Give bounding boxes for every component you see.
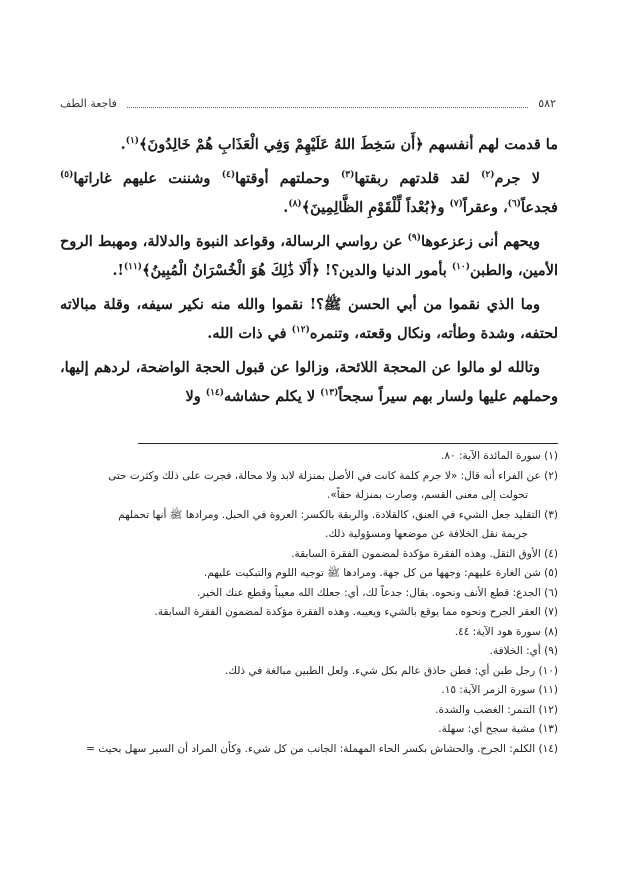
header-dot-leader	[127, 99, 528, 108]
footnote-ref[interactable]: (١٠)	[451, 262, 471, 273]
footnote-number: (٥)	[544, 567, 558, 579]
footnote-text-continued: جريمة نقل الخلافة عن موضعها ومسؤولية ذلك.	[325, 528, 528, 540]
footnote-text: الكلم: الجرح. والحشاش بكسر الحاء المهملة: الجانب من كل شيء. وكأن المراد أن السير سهل بحيث =	[86, 742, 536, 755]
footnote-text: سورة هود الآية: ٤٤.	[454, 625, 541, 638]
footnote-number: (٤)	[544, 547, 558, 560]
footnote-text: الأوق الثقل. وهذه الفقرة مؤكدة لمضمون الفقرة السابقة.	[291, 547, 541, 560]
footnote	[60, 447, 558, 467]
footnote-number: (١)	[544, 450, 558, 462]
text-run: وتالله لو مالوا عن المحجة اللائحة، وزالوا عن قبول الحجة الواضحة، لردهم إليها، وحملهم عليها ولسار بهم سيراً سجحاً	[60, 358, 558, 405]
paragraph-3	[60, 227, 558, 286]
text-run: لقد قلدتهم ربقتها	[354, 169, 482, 187]
footnote-number: (١٣)	[538, 723, 558, 735]
quran-quote: ﴿أَن سَخِطَ اللهُ عَلَيْهِمْ وَفِي الْعَذَابِ هُمْ خَالِدُونَ﴾	[139, 136, 424, 153]
footnote-text: شن الغارة عليهم: وجهها من كل جهة. ومرادها ﷺ توجيه اللوم والتبكيت عليهم.	[203, 567, 541, 579]
text-run: ما قدمت لهم أنفسهم	[423, 136, 558, 153]
footnote-text: مشية سجح أي: سهلة.	[438, 723, 536, 735]
paragraph-1	[60, 130, 558, 160]
footnote	[60, 603, 558, 623]
footnote-number: (٢)	[544, 469, 558, 482]
text-run: !.	[112, 262, 124, 279]
footnote-number: (٣)	[544, 508, 558, 521]
footnote-ref[interactable]: (٣)	[340, 169, 355, 180]
footnote	[60, 681, 558, 701]
footnote	[60, 584, 558, 604]
footnote-ref[interactable]: (١)	[125, 136, 140, 147]
footnote-number: (٧)	[544, 606, 558, 618]
footnote	[60, 701, 558, 721]
footnote-text: سورة المائدة الآية: ٨٠.	[441, 450, 541, 462]
footnote-ref[interactable]: (١١)	[123, 262, 143, 273]
text-run: لا جرم	[494, 169, 540, 187]
paragraph-5	[60, 353, 558, 412]
footnote	[60, 740, 558, 760]
footnote-number: (١٢)	[538, 703, 558, 716]
footnote	[60, 506, 558, 545]
text-run: فجدعاً	[521, 199, 558, 216]
footnote-ref[interactable]: (٥)	[60, 169, 74, 180]
footnote	[60, 467, 558, 506]
paragraph-2	[60, 164, 558, 223]
quran-quote: ﴿بُعْداً لِّلْقَوْمِ الظَّالِمِينَ﴾	[301, 199, 438, 216]
footnote-number: (٨)	[544, 625, 558, 638]
footnote-number: (٦)	[544, 586, 558, 599]
footnote	[60, 642, 558, 662]
footnote-ref[interactable]: (١٢)	[291, 325, 310, 336]
text-run: وحملتهم أوقتها	[235, 169, 341, 187]
text-run: ، وعقراً	[462, 199, 508, 216]
main-text	[60, 130, 558, 416]
footnote-separator	[138, 443, 558, 444]
footnote-number: (١٤)	[538, 742, 558, 755]
footnote-ref[interactable]: (٢)	[481, 169, 495, 180]
footnote-text-continued: تحولت إلى معنى القسم، وصارت بمنزلة حقاً».	[327, 489, 528, 501]
footnote-text: الجدع: قطع الأنف ونحوه. يقال: جدعاً لك، أي: جعلك الله معيباً وقطع عنك الخير.	[196, 586, 541, 599]
footnote-text: أي: الخلافة.	[489, 645, 541, 657]
text-run: ويحهم أنى زعزعوها	[420, 232, 540, 250]
footnotes	[60, 447, 558, 759]
footnote-number: (١١)	[538, 684, 558, 696]
footnote-text: العقر الجرح ونحوه مما يوقع بالشيء ويعيبه. وهذه الفقرة مؤكدة لمضمون الفقرة السابقة.	[154, 606, 541, 618]
footnote-ref[interactable]: (٨)	[288, 199, 302, 210]
footnote	[60, 545, 558, 565]
text-run: ولا	[185, 388, 206, 405]
footnote	[60, 623, 558, 643]
text-run: وشننت عليهم غاراتها	[73, 169, 222, 187]
text-run: في ذات الله.	[207, 325, 292, 342]
footnote-ref[interactable]: (٤)	[221, 169, 236, 180]
footnote-ref[interactable]: (١٤)	[205, 388, 224, 399]
footnote-text: عن الفراء أنه قال: «لا جرم كلمة كانت في الأصل بمنزلة لابد ولا محالة، فجرت على ذلك وكثرت حتى	[108, 469, 541, 482]
text-run: لا يكلم حشاشه	[224, 388, 321, 405]
quran-quote: ﴿أَلَا ذَٰلِكَ هُوَ الْخُسْرَانُ الْمُبِينُ﴾	[142, 262, 320, 279]
footnote-ref[interactable]: (٦)	[507, 199, 522, 210]
footnote	[60, 662, 558, 682]
footnote-text: التنمر: الغضب والشدة.	[435, 703, 536, 716]
text-run: .	[283, 199, 289, 216]
footnote-number: (٩)	[544, 645, 558, 657]
text-run: وما الذي نقموا من أبي الحسن ﷺ؟! نقموا والله منه نكير سيفه، وقلة مبالاته لحتفه، وشدة وطأته، ونكال وقعته، وتنمره	[60, 295, 558, 342]
text-run: بأمور الدنيا والدين؟!	[319, 262, 452, 279]
footnote-ref[interactable]: (٧)	[449, 199, 463, 210]
paragraph-4	[60, 290, 558, 349]
text-run: و	[437, 199, 450, 216]
running-header	[60, 94, 556, 112]
footnote	[60, 720, 558, 740]
footnote-number: (١٠)	[538, 664, 558, 677]
text-run: .	[120, 136, 126, 153]
footnote-ref[interactable]: (٩)	[407, 232, 421, 243]
footnote-text: سورة الزمر الآية: ١٥.	[441, 684, 536, 696]
footnote-ref[interactable]: (١٣)	[320, 388, 339, 399]
running-title: فاجعة الطف	[60, 96, 117, 110]
text-run: عن رواسي الرسالة، وقواعد النبوة والدلالة، ومهبط الروح الأمين، والطبن	[60, 232, 558, 279]
page-number: ٥٨٢	[538, 96, 556, 110]
footnote-text: رجل طبن أي: فطن حاذق عالم بكل شيء. ولعل الطبين مبالغة في ذلك.	[225, 664, 536, 677]
footnote-text: التقليد جعل الشيء في العنق، كالقلادة. والربقة بالكسر: العروة في الحبل. ومرادها ﷺ أنها تحملهم	[118, 508, 541, 521]
footnote	[60, 564, 558, 584]
